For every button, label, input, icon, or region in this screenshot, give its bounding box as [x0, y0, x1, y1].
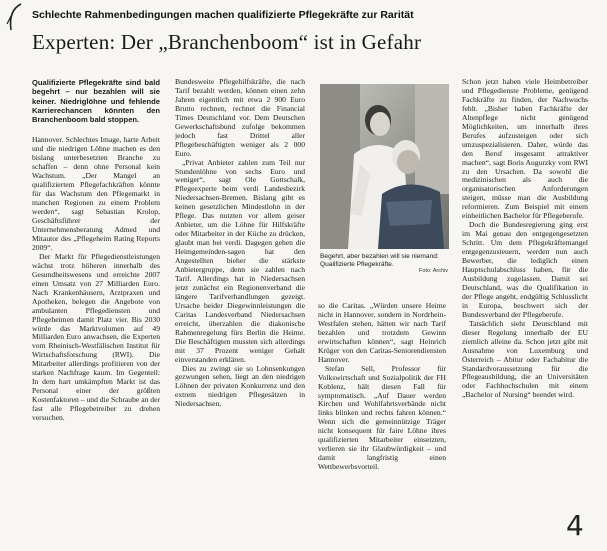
photo-caption: Begehrt, aber bezahlen will sie niemand: Qualifizierte Pflegekräfte.: [320, 253, 439, 269]
body-paragraph: Hannover. Schlechtes Image, harte Arbeit und die niedrigen Löhne machen es den bislang unterbesetzten Branche zu schaffen – denn ohne Personal kein Wachstum. „Der Mangel an qualifiziertem Pflegefachkräften könnte für das Wachstum den Pflegemarkt in manchen Regionen zu einem Problem werden“, sagt Sebastian Krolop, Geschäftsführer der Unternehmensberatung Admed und Mitautor des „Pflegeheim Rating Reports 2009“.: [32, 135, 160, 252]
kicker: Schlechte Rahmenbedingungen machen qualifizierte Pflegekräfte zur Rarität: [32, 9, 414, 21]
body-paragraph: Doch die Bundesregierung ging erst im Mai genau den entgegengesetzten Schritt. Um dem Pflegekräftemangel entgegenzusteuern, werden nun auch Bewerber, die lediglich einen Hauptschulabschluss haben, für die Ausbildung zugelassen. Damit sei Deutschland, was die Qualifikation in der Pflege angeht, endgültig Schlusslicht in Europa, beschwert sich der Bundesverband der Pflegeberufe.: [462, 220, 588, 319]
body-paragraph: „Privat Anbieter zahlen zum Teil nur Stundenlöhne von sechs Euro und weniger“, sagt Ole Gottschalk, Pflegeexperte beim verdi Landesbezirk Niedersachsen-Bremen. Bislang gibt es keinen gesetzlichen Mindestlohn in der Pflege. Das nutzten vor allem geiser Anbieter, um die Löhne für Hilfskräfte oder Mitarbeiter in der Küche zu drücken, glaubt man bei verdi. Dagegen gehen die Heimgemeinden-sagen hat den Angestellten bieher die stärkste Anbietergruppe, denn sie zahlen nach Tarif. Allerdings hat in Niedersachsen jetzt zunächst ein Regionenverband die längere Tarifverhandlungen gezeigt. Ursache beider Diegewinnleistungen die Caritas Landesverband Niedersachsen erreicht, überzahlen die diakonische Rahmenregelung fürs Berlin die Heime. Die Beschäftigten mussten sich allerdings mit 37 Prozent weniger Gehalt einverstanden erklären.: [175, 157, 305, 364]
body-paragraph: so die Caritas. „Würden unsere Heime nicht in Hannover, sondern in Nordrhein-Westfalen stehen, hätten wir nach Tarif bezahlen und trotzdem Gewinn erwirtschaften können“, sagt Heinrich Krüger von den Caritas-Seniorendiensten Hannover.: [318, 302, 446, 364]
clipping-mark-icon: [5, 2, 27, 32]
article-photo: [320, 84, 449, 249]
article-column-4: [462, 78, 588, 543]
article-column-1: [32, 78, 160, 543]
page-number-mark: 4: [566, 509, 584, 542]
article-column-3: [318, 302, 446, 544]
headline: Experten: Der „Branchenboom“ ist in Gefahr: [32, 30, 422, 54]
body-paragraph: Der Markt für Pflegedienstleistungen wächst trotz höheren innerhalb des Gesundheitswesens und erreichte 2007 einen Umsatz von 27 Milliarden Euro. Nach Krankenhäusern, Arztpraxen und Apotheken, belegen die Angebote von ambulanten Pflegediensten und Pflegeheimen damit Platz vier. Bis 2030 würde das Marktvolumen auf 49 Milliarden Euro anwachsen, die Experten vom Rheinisch-Westfälischen Institut für Wirtschaftsforschung (RWI). Die Mitarbeiter allerdings profitieren von der starken Nachfrage kaum. Im Gegenteil: In dem hart umkämpften Markt ist das Personal einer der größten Kostenfaktoren – und die Schraube an der fast alle Pflegebetreiber zu drehen versuchen.: [32, 251, 160, 423]
body-paragraph: Stefan Sell, Professor für Volkswirtschaft und Sozialpolitik der FH Koblenz, hält diesen Fall für symptomatisch. „Auf Dauer werden Kirchen und Wohlfahrtsverbände nicht links blinken und rechts fahren können.“ Wenn sich die gemeinnützige Träger nicht konsequent für faire Löhne ihres qualifizierten Mitarbeiter einsetzten, verlieren sie ihr Glaubwürdigkeit – und damit langfristig einen Wettbewerbsvorteil.: [318, 363, 446, 472]
photo-caregiver-and-patient: [320, 84, 449, 249]
body-paragraph: Bundesweite Pflegehilfskräfte, die nach Tarif bezahlt werden, können einen zehn Jahren eigentlich mit etwa 2 900 Euro Brutto rechnen, rechnet die Financial Times Deutschland vor. Dem Deutschen Gewerkschaftsbund zufolge bekommen jedoch fast Drittel aller Pflegebeschäftigten weniger als 2 000 Euro.: [175, 78, 305, 158]
photo-credit: Foto: Archiv: [418, 268, 448, 274]
article-column-2: [175, 78, 305, 543]
body-paragraph: Dies zu zwingt sie so Lohnsenkungen gezwungen sehen, liegt an den niedrigen Löhnen der privaten Konkurrenz und den extrem niedrigen Pflegesätzen in Niedersachsen,: [175, 363, 305, 409]
lead-paragraph: Qualifizierte Pflegekräfte sind bald begehrt – nur bezahlen will sie keiner. Niedriglöhne und fehlende Karrierechancen könnten den Branchenboom bald stoppen.: [32, 78, 160, 125]
body-paragraph: Tatsächlich sieht Deutschland mit dieser Regelung innerhalb der EU ziemlich alleine da. Schon jetzt gibt mit Ausnahme von Luxemburg und Österreich – Abitur oder Fachabitur die Standardvoraussetzung für die Pflegeausbildung, die an Universitäten oder Fachhochschulen mit einem „Bachelor of Nursing“ beendet wird.: [462, 318, 588, 400]
body-paragraph: Schon jetzt haben viele Heimbetreiber und Pflegedienste Probleme, genügend Fachkräfte zu finden, der Nachwuchs fehlt. „Bisher haben Fachkräfte der Altenpflege nicht genügend Möglichkeiten, um innerhalb ihres Berufes aufzusteigen oder sich umzuspezialisieren. Daher, würde das den Beruf insgesamt attraktiver machen“, sagt Boris Augurzky vom RWI zu den Ursachen. Da sowohl die medizinischen als auch die organisatorischen Anforderungen steigen, müsse man die Ausbildung reformieren. Zum Beispiel mit einem einheitlichen Bachelor für Pflegeberufe.: [462, 78, 588, 221]
